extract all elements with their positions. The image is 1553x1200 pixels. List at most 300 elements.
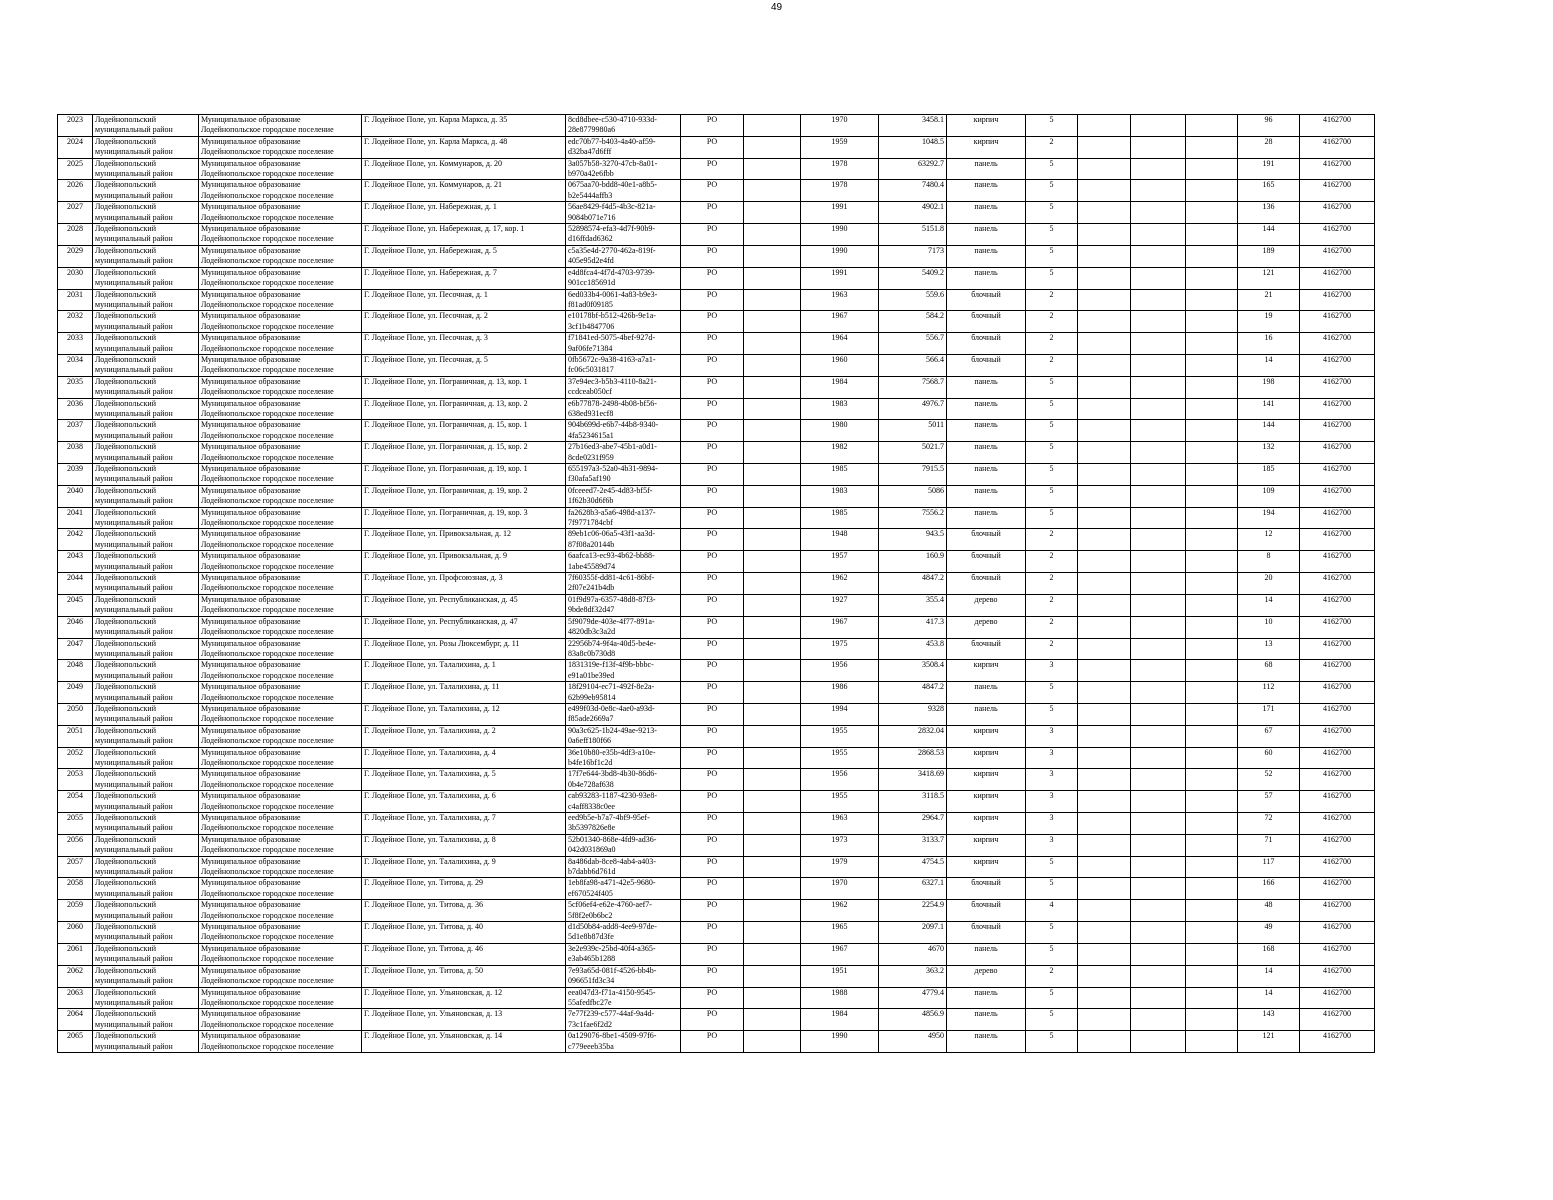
municipality-cell-line: Лодейнопольское городское поселение bbox=[201, 888, 334, 898]
municipality-cell bbox=[199, 638, 362, 660]
district-cell-line: муниципальный район bbox=[95, 736, 173, 746]
guid-cell-line: 1eb8fa98-a471-42e5-9680- bbox=[568, 878, 656, 888]
empty-cell bbox=[1078, 791, 1131, 813]
municipality-cell-line: Лодейнопольское городское поселение bbox=[201, 190, 334, 200]
address-cell: Г. Лодейное Поле, ул. Пограничная, д. 13, кор. 1 bbox=[362, 376, 566, 398]
operator-cell: РО bbox=[681, 943, 744, 965]
guid-cell bbox=[566, 507, 681, 529]
district-cell bbox=[93, 442, 199, 464]
municipality-cell-line: Лодейнопольское городское поселение bbox=[201, 867, 334, 877]
address-cell: Г. Лодейное Поле, ул. Коммунаров, д. 20 bbox=[362, 158, 566, 180]
empty-cell bbox=[1078, 420, 1131, 442]
municipality-cell bbox=[199, 267, 362, 289]
residents-cell: 8 bbox=[1238, 551, 1300, 573]
district-cell-line: Лодейнопольский bbox=[95, 354, 156, 364]
guid-cell-line: 0fb5672c-9a38-4163-a7a1- bbox=[568, 354, 656, 364]
operator-cell: РО bbox=[681, 420, 744, 442]
floors-cell: 5 bbox=[1026, 507, 1078, 529]
oktmo-cell: 4162700 bbox=[1300, 180, 1375, 202]
guid-cell-line: f71841ed-5075-4bef-927d- bbox=[568, 333, 656, 343]
table-row bbox=[58, 769, 1375, 791]
municipality-cell-line: Муниципальное образование bbox=[201, 529, 301, 539]
operator-cell: РО bbox=[681, 922, 744, 944]
guid-cell-line: 55afedfbc27e bbox=[568, 997, 612, 1007]
empty-cell bbox=[1186, 398, 1238, 420]
empty-cell bbox=[744, 180, 801, 202]
municipality-cell-line: Муниципальное образование bbox=[201, 136, 301, 146]
year-built-cell: 1967 bbox=[801, 616, 879, 638]
floors-cell: 5 bbox=[1026, 202, 1078, 224]
guid-cell-line: 37e94ec3-b5b3-4110-8a21- bbox=[568, 376, 657, 386]
district-cell-line: муниципальный район bbox=[95, 605, 173, 615]
district-cell-line: муниципальный район bbox=[95, 670, 173, 680]
table-row bbox=[58, 725, 1375, 747]
guid-cell-line: 2f07e241b4db bbox=[568, 583, 615, 593]
table-row bbox=[58, 638, 1375, 660]
floors-cell: 5 bbox=[1026, 987, 1078, 1009]
address-cell: Г. Лодейное Поле, ул. Пограничная, д. 19, кор. 3 bbox=[362, 507, 566, 529]
municipality-cell-line: Лодейнопольское городское поселение bbox=[201, 125, 334, 135]
wall-material-cell: кирпич bbox=[947, 747, 1026, 769]
table-row bbox=[58, 376, 1375, 398]
residents-cell: 71 bbox=[1238, 834, 1300, 856]
residents-cell: 20 bbox=[1238, 573, 1300, 595]
municipality-cell bbox=[199, 311, 362, 333]
district-cell-line: Лодейнопольский bbox=[95, 202, 156, 212]
operator-cell: РО bbox=[681, 485, 744, 507]
empty-cell bbox=[744, 333, 801, 355]
residents-cell: 141 bbox=[1238, 398, 1300, 420]
address-cell: Г. Лодейное Поле, ул. Талалихина, д. 7 bbox=[362, 813, 566, 835]
oktmo-cell: 4162700 bbox=[1300, 878, 1375, 900]
wall-material-cell: панель bbox=[947, 202, 1026, 224]
row-number-cell: 2038 bbox=[58, 442, 93, 464]
address-cell: Г. Лодейное Поле, ул. Республиканская, д. 45 bbox=[362, 594, 566, 616]
municipality-cell-line: Лодейнопольское городское поселение bbox=[201, 910, 334, 920]
empty-cell bbox=[1131, 289, 1186, 311]
empty-cell bbox=[1186, 965, 1238, 987]
district-cell-line: муниципальный район bbox=[95, 430, 173, 440]
guid-cell-line: e6b77878-2498-4b08-bf56- bbox=[568, 398, 657, 408]
oktmo-cell: 4162700 bbox=[1300, 507, 1375, 529]
empty-cell bbox=[744, 1009, 801, 1031]
oktmo-cell: 4162700 bbox=[1300, 529, 1375, 551]
empty-cell bbox=[1078, 1009, 1131, 1031]
year-built-cell: 1970 bbox=[801, 115, 879, 137]
district-cell bbox=[93, 507, 199, 529]
empty-cell bbox=[1186, 573, 1238, 595]
empty-cell bbox=[1131, 245, 1186, 267]
row-number-cell: 2052 bbox=[58, 747, 93, 769]
address-cell: Г. Лодейное Поле, ул. Песочная, д. 2 bbox=[362, 311, 566, 333]
guid-cell-line: e10178bf-b512-426b-9e1a- bbox=[568, 311, 656, 321]
empty-cell bbox=[1078, 943, 1131, 965]
municipality-cell-line: Лодейнопольское городское поселение bbox=[201, 147, 334, 157]
municipality-cell-line: Муниципальное образование bbox=[201, 747, 301, 757]
guid-cell bbox=[566, 791, 681, 813]
guid-cell bbox=[566, 376, 681, 398]
district-cell-line: Лодейнопольский bbox=[95, 442, 156, 452]
table-row bbox=[58, 551, 1375, 573]
empty-cell bbox=[1186, 485, 1238, 507]
district-cell-line: Лодейнопольский bbox=[95, 965, 156, 975]
oktmo-cell: 4162700 bbox=[1300, 245, 1375, 267]
empty-cell bbox=[1186, 703, 1238, 725]
address-cell: Г. Лодейное Поле, ул. Талалихина, д. 2 bbox=[362, 725, 566, 747]
district-cell-line: Лодейнопольский bbox=[95, 507, 156, 517]
municipality-cell-line: Муниципальное образование bbox=[201, 376, 301, 386]
district-cell-line: муниципальный район bbox=[95, 910, 173, 920]
area-cell: 4670 bbox=[879, 943, 947, 965]
district-cell bbox=[93, 922, 199, 944]
empty-cell bbox=[1078, 289, 1131, 311]
table-row bbox=[58, 703, 1375, 725]
guid-cell bbox=[566, 594, 681, 616]
guid-cell bbox=[566, 464, 681, 486]
guid-cell bbox=[566, 900, 681, 922]
empty-cell bbox=[1131, 834, 1186, 856]
housing-registry-table bbox=[57, 114, 1375, 1053]
municipality-cell-line: Лодейнопольское городское поселение bbox=[201, 670, 334, 680]
table-row bbox=[58, 813, 1375, 835]
year-built-cell: 1985 bbox=[801, 464, 879, 486]
guid-cell-line: d32ba47d6fff bbox=[568, 147, 612, 157]
floors-cell: 3 bbox=[1026, 747, 1078, 769]
municipality-cell bbox=[199, 289, 362, 311]
table-row bbox=[58, 965, 1375, 987]
empty-cell bbox=[744, 922, 801, 944]
municipality-cell-line: Муниципальное образование bbox=[201, 311, 301, 321]
operator-cell: РО bbox=[681, 245, 744, 267]
district-cell-line: Лодейнопольский bbox=[95, 987, 156, 997]
municipality-cell bbox=[199, 376, 362, 398]
guid-cell bbox=[566, 943, 681, 965]
wall-material-cell: дерево bbox=[947, 965, 1026, 987]
empty-cell bbox=[1131, 158, 1186, 180]
floors-cell: 5 bbox=[1026, 245, 1078, 267]
residents-cell: 14 bbox=[1238, 594, 1300, 616]
empty-cell bbox=[744, 769, 801, 791]
municipality-cell-line: Лодейнопольское городское поселение bbox=[201, 321, 334, 331]
oktmo-cell: 4162700 bbox=[1300, 398, 1375, 420]
empty-cell bbox=[744, 682, 801, 704]
table-row bbox=[58, 943, 1375, 965]
municipality-cell bbox=[199, 115, 362, 137]
municipality-cell bbox=[199, 922, 362, 944]
guid-cell bbox=[566, 856, 681, 878]
guid-cell bbox=[566, 529, 681, 551]
district-cell bbox=[93, 311, 199, 333]
floors-cell: 5 bbox=[1026, 1009, 1078, 1031]
municipality-cell bbox=[199, 420, 362, 442]
empty-cell bbox=[1131, 420, 1186, 442]
year-built-cell: 1965 bbox=[801, 922, 879, 944]
district-cell bbox=[93, 224, 199, 246]
empty-cell bbox=[744, 638, 801, 660]
municipality-cell-line: Муниципальное образование bbox=[201, 943, 301, 953]
guid-cell-line: ef670524f405 bbox=[568, 888, 613, 898]
district-cell bbox=[93, 878, 199, 900]
address-cell: Г. Лодейное Поле, ул. Ульяновская, д. 13 bbox=[362, 1009, 566, 1031]
empty-cell bbox=[744, 136, 801, 158]
municipality-cell-line: Муниципальное образование bbox=[201, 791, 301, 801]
municipality-cell bbox=[199, 878, 362, 900]
operator-cell: РО bbox=[681, 464, 744, 486]
district-cell-line: муниципальный район bbox=[95, 299, 173, 309]
municipality-cell-line: Муниципальное образование bbox=[201, 594, 301, 604]
district-cell bbox=[93, 376, 199, 398]
municipality-cell-line: Муниципальное образование bbox=[201, 616, 301, 626]
empty-cell bbox=[744, 311, 801, 333]
municipality-cell-line: Муниципальное образование bbox=[201, 158, 301, 168]
empty-cell bbox=[744, 551, 801, 573]
guid-cell-line: 73c1fae6f2d2 bbox=[568, 1019, 612, 1029]
floors-cell: 2 bbox=[1026, 594, 1078, 616]
guid-cell-line: 87f08a20144b bbox=[568, 539, 615, 549]
empty-cell bbox=[1131, 442, 1186, 464]
empty-cell bbox=[1131, 551, 1186, 573]
year-built-cell: 1991 bbox=[801, 202, 879, 224]
wall-material-cell: панель bbox=[947, 224, 1026, 246]
district-cell-line: Лодейнопольский bbox=[95, 1031, 156, 1041]
row-number-cell: 2045 bbox=[58, 594, 93, 616]
operator-cell: РО bbox=[681, 333, 744, 355]
operator-cell: РО bbox=[681, 703, 744, 725]
guid-cell-line: 638ed931ecf8 bbox=[568, 408, 614, 418]
residents-cell: 60 bbox=[1238, 747, 1300, 769]
municipality-cell-line: Лодейнопольское городское поселение bbox=[201, 1041, 334, 1051]
registry-body bbox=[58, 115, 1375, 1053]
municipality-cell-line: Муниципальное образование bbox=[201, 725, 301, 735]
residents-cell: 144 bbox=[1238, 420, 1300, 442]
district-cell-line: муниципальный район bbox=[95, 169, 173, 179]
district-cell-line: Лодейнопольский bbox=[95, 289, 156, 299]
municipality-cell bbox=[199, 224, 362, 246]
address-cell: Г. Лодейное Поле, ул. Привокзальная, д. 9 bbox=[362, 551, 566, 573]
wall-material-cell: блочный bbox=[947, 311, 1026, 333]
guid-cell-line: cab93283-1187-4230-93e8- bbox=[568, 791, 658, 801]
operator-cell: РО bbox=[681, 856, 744, 878]
year-built-cell: 1963 bbox=[801, 289, 879, 311]
table-row bbox=[58, 267, 1375, 289]
floors-cell: 5 bbox=[1026, 376, 1078, 398]
district-cell-line: муниципальный район bbox=[95, 212, 173, 222]
wall-material-cell: кирпич bbox=[947, 769, 1026, 791]
guid-cell-line: 56ae8429-f4d5-4b3c-821a- bbox=[568, 202, 656, 212]
district-cell bbox=[93, 115, 199, 137]
guid-cell bbox=[566, 813, 681, 835]
district-cell-line: муниципальный район bbox=[95, 234, 173, 244]
residents-cell: 12 bbox=[1238, 529, 1300, 551]
wall-material-cell: блочный bbox=[947, 354, 1026, 376]
empty-cell bbox=[1186, 1031, 1238, 1053]
municipality-cell-line: Лодейнопольское городское поселение bbox=[201, 779, 334, 789]
row-number-cell: 2024 bbox=[58, 136, 93, 158]
address-cell: Г. Лодейное Поле, ул. Пограничная, д. 19, кор. 2 bbox=[362, 485, 566, 507]
residents-cell: 189 bbox=[1238, 245, 1300, 267]
empty-cell bbox=[1186, 420, 1238, 442]
guid-cell bbox=[566, 442, 681, 464]
operator-cell: РО bbox=[681, 682, 744, 704]
row-number-cell: 2055 bbox=[58, 813, 93, 835]
table-row bbox=[58, 289, 1375, 311]
guid-cell bbox=[566, 354, 681, 376]
municipality-cell bbox=[199, 1009, 362, 1031]
empty-cell bbox=[744, 703, 801, 725]
guid-cell bbox=[566, 747, 681, 769]
oktmo-cell: 4162700 bbox=[1300, 158, 1375, 180]
operator-cell: РО bbox=[681, 900, 744, 922]
floors-cell: 2 bbox=[1026, 616, 1078, 638]
guid-cell-line: 9bde8df32d47 bbox=[568, 605, 615, 615]
empty-cell bbox=[1078, 311, 1131, 333]
guid-cell-line: 5d1e8b87d3fe bbox=[568, 932, 614, 942]
table-row bbox=[58, 856, 1375, 878]
district-cell-line: Лодейнопольский bbox=[95, 224, 156, 234]
empty-cell bbox=[1078, 442, 1131, 464]
district-cell-line: Лодейнопольский bbox=[95, 791, 156, 801]
residents-cell: 144 bbox=[1238, 224, 1300, 246]
guid-cell-line: 27b16ed3-abe7-45b1-a0d1- bbox=[568, 442, 657, 452]
empty-cell bbox=[1186, 464, 1238, 486]
guid-cell-line: e4d8fca4-4f7d-4703-9739- bbox=[568, 267, 655, 277]
empty-cell bbox=[1131, 616, 1186, 638]
district-cell bbox=[93, 834, 199, 856]
empty-cell bbox=[1078, 965, 1131, 987]
municipality-cell bbox=[199, 158, 362, 180]
table-row bbox=[58, 136, 1375, 158]
residents-cell: 198 bbox=[1238, 376, 1300, 398]
year-built-cell: 1963 bbox=[801, 813, 879, 835]
guid-cell-line: b970a42e6fbb bbox=[568, 169, 614, 179]
empty-cell bbox=[1186, 878, 1238, 900]
district-cell-line: Лодейнопольский bbox=[95, 834, 156, 844]
municipality-cell-line: Муниципальное образование bbox=[201, 813, 301, 822]
wall-material-cell: панель bbox=[947, 376, 1026, 398]
empty-cell bbox=[1078, 202, 1131, 224]
wall-material-cell: панель bbox=[947, 703, 1026, 725]
empty-cell bbox=[1131, 529, 1186, 551]
empty-cell bbox=[1131, 943, 1186, 965]
empty-cell bbox=[1078, 529, 1131, 551]
guid-cell-line: 62b99eb95814 bbox=[568, 692, 616, 702]
row-number-cell: 2065 bbox=[58, 1031, 93, 1053]
municipality-cell-line: Лодейнопольское городское поселение bbox=[201, 365, 334, 375]
operator-cell: РО bbox=[681, 551, 744, 573]
guid-cell-line: 0a129076-8be1-4509-97f6- bbox=[568, 1031, 657, 1041]
district-cell bbox=[93, 725, 199, 747]
area-cell: 2964.7 bbox=[879, 813, 947, 835]
floors-cell: 2 bbox=[1026, 638, 1078, 660]
district-cell bbox=[93, 529, 199, 551]
municipality-cell-line: Лодейнопольское городское поселение bbox=[201, 539, 334, 549]
empty-cell bbox=[744, 224, 801, 246]
area-cell: 4976.7 bbox=[879, 398, 947, 420]
municipality-cell bbox=[199, 747, 362, 769]
address-cell: Г. Лодейное Поле, ул. Титова, д. 40 bbox=[362, 922, 566, 944]
table-row bbox=[58, 529, 1375, 551]
district-cell-line: Лодейнопольский bbox=[95, 878, 156, 888]
empty-cell bbox=[1078, 616, 1131, 638]
empty-cell bbox=[1131, 507, 1186, 529]
address-cell: Г. Лодейное Поле, ул. Коммунаров, д. 21 bbox=[362, 180, 566, 202]
guid-cell bbox=[566, 180, 681, 202]
row-number-cell: 2039 bbox=[58, 464, 93, 486]
empty-cell bbox=[1131, 224, 1186, 246]
empty-cell bbox=[1131, 682, 1186, 704]
municipality-cell-line: Лодейнопольское городское поселение bbox=[201, 823, 334, 833]
guid-cell bbox=[566, 834, 681, 856]
table-row bbox=[58, 485, 1375, 507]
residents-cell: 19 bbox=[1238, 311, 1300, 333]
guid-cell-line: 8cde0231f959 bbox=[568, 452, 614, 462]
district-cell bbox=[93, 813, 199, 835]
district-cell-line: Лодейнопольский bbox=[95, 311, 156, 321]
oktmo-cell: 4162700 bbox=[1300, 703, 1375, 725]
empty-cell bbox=[1078, 682, 1131, 704]
residents-cell: 28 bbox=[1238, 136, 1300, 158]
area-cell: 5086 bbox=[879, 485, 947, 507]
row-number-cell: 2047 bbox=[58, 638, 93, 660]
floors-cell: 4 bbox=[1026, 900, 1078, 922]
residents-cell: 194 bbox=[1238, 507, 1300, 529]
empty-cell bbox=[744, 813, 801, 835]
empty-cell bbox=[744, 834, 801, 856]
empty-cell bbox=[1186, 529, 1238, 551]
floors-cell: 5 bbox=[1026, 682, 1078, 704]
district-cell bbox=[93, 987, 199, 1009]
guid-cell-line: f85ade2669a7 bbox=[568, 714, 614, 724]
area-cell: 5011 bbox=[879, 420, 947, 442]
table-row bbox=[58, 747, 1375, 769]
floors-cell: 5 bbox=[1026, 267, 1078, 289]
municipality-cell bbox=[199, 333, 362, 355]
district-cell bbox=[93, 464, 199, 486]
guid-cell-line: d1d50b84-add8-4ee9-97de- bbox=[568, 922, 657, 932]
floors-cell: 5 bbox=[1026, 1031, 1078, 1053]
district-cell bbox=[93, 136, 199, 158]
residents-cell: 166 bbox=[1238, 878, 1300, 900]
empty-cell bbox=[1131, 594, 1186, 616]
municipality-cell-line: Муниципальное образование bbox=[201, 289, 301, 299]
municipality-cell-line: Муниципальное образование bbox=[201, 442, 301, 452]
municipality-cell-line: Лодейнопольское городское поселение bbox=[201, 714, 334, 724]
address-cell: Г. Лодейное Поле, ул. Талалихина, д. 4 bbox=[362, 747, 566, 769]
municipality-cell bbox=[199, 1031, 362, 1053]
empty-cell bbox=[744, 747, 801, 769]
municipality-cell bbox=[199, 965, 362, 987]
row-number-cell: 2035 bbox=[58, 376, 93, 398]
year-built-cell: 1990 bbox=[801, 245, 879, 267]
floors-cell: 3 bbox=[1026, 813, 1078, 835]
municipality-cell bbox=[199, 507, 362, 529]
guid-cell-line: 7e77f239-c577-44af-9a4d- bbox=[568, 1009, 655, 1019]
district-cell-line: Лодейнопольский bbox=[95, 115, 156, 124]
empty-cell bbox=[1078, 245, 1131, 267]
operator-cell: РО bbox=[681, 747, 744, 769]
district-cell-line: муниципальный район bbox=[95, 561, 173, 571]
row-number-cell: 2050 bbox=[58, 703, 93, 725]
empty-cell bbox=[744, 660, 801, 682]
empty-cell bbox=[1186, 1009, 1238, 1031]
empty-cell bbox=[1186, 943, 1238, 965]
address-cell: Г. Лодейное Поле, ул. Набережная, д. 7 bbox=[362, 267, 566, 289]
wall-material-cell: панель bbox=[947, 180, 1026, 202]
municipality-cell-line: Лодейнопольское городское поселение bbox=[201, 343, 334, 353]
year-built-cell: 1979 bbox=[801, 856, 879, 878]
residents-cell: 14 bbox=[1238, 965, 1300, 987]
municipality-cell-line: Муниципальное образование bbox=[201, 834, 301, 844]
